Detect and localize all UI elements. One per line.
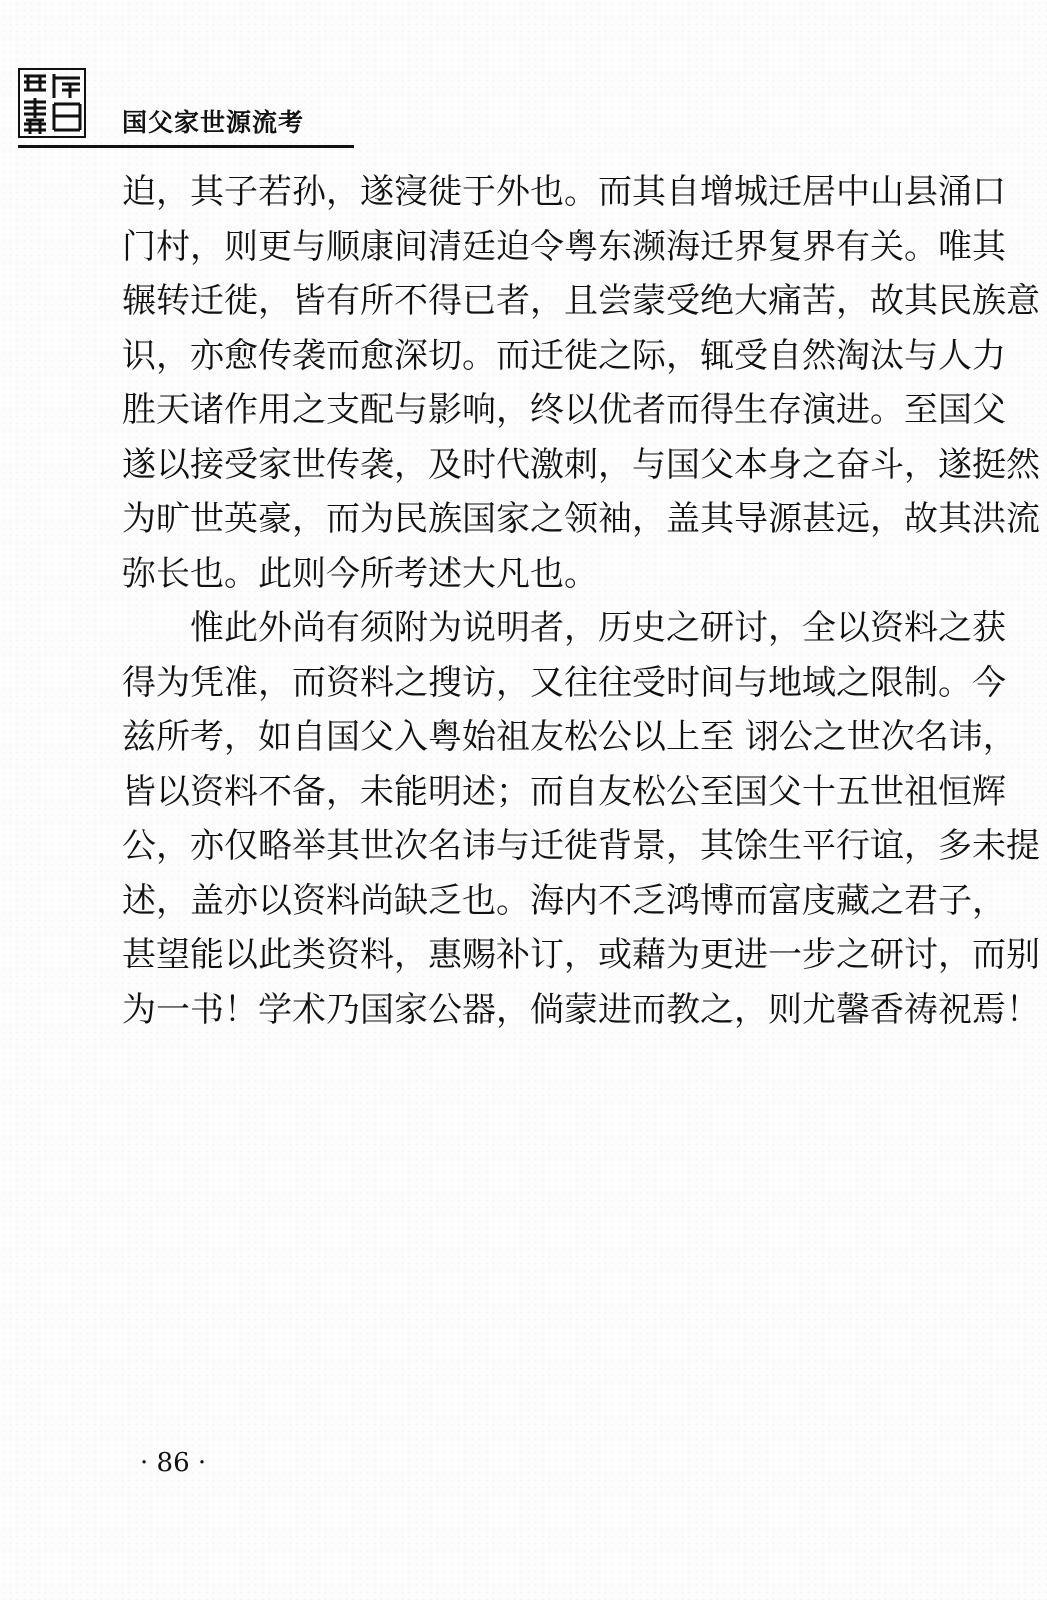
- text-line: 门村，则更与顺康间清廷迫令粤东濒海迁界复界有关。唯其: [122, 226, 1006, 267]
- page-number: · 86 ·: [140, 1448, 207, 1478]
- text-line: 辗转迁徙，皆有所不得已者，且尝蒙受绝大痛苦，故其民族意: [122, 281, 1040, 321]
- paragraph-end-line: 为一书！学术乃国家公器，倘蒙进而教之，则尤馨香祷祝焉！: [122, 989, 1040, 1030]
- text-line: 识，亦愈传袭而愈深切。而迁徙之际，辄受自然淘汰与人力: [122, 335, 1006, 376]
- publisher-seal-logo: [18, 68, 86, 138]
- text-line: 胜天诸作用之支配与影响，终以优者而得生存演进。至国父: [122, 390, 1006, 430]
- text-line: 遂以接受家世传袭，及时代激刺，与国父本身之奋斗，遂挺然: [122, 444, 1040, 485]
- text-line: 得为凭准，而资料之搜访，又往往受时间与地域之限制。今: [122, 662, 1006, 703]
- text-line: 述，盖亦以资料尚缺乏也。海内不乏鸿博而富庋藏之君子，: [122, 880, 1006, 921]
- body-text: [122, 165, 1040, 1037]
- text-line: 甚望能以此类资料，惠赐补订，或藉为更进一步之研讨，而别: [122, 935, 1040, 975]
- paragraph-start-line: 惟此外尚有须附为说明者，历史之研讨，全以资料之获: [190, 608, 1006, 648]
- paragraph-end-line: 弥长也。此则今所考述大凡也。: [122, 553, 598, 594]
- text-line: 公，亦仅略举其世次名讳与迁徙背景，其馀生平行谊，多未提: [122, 826, 1040, 866]
- text-line: 为旷世英豪，而为民族国家之领袖，盖其导源甚远，故其洪流: [122, 499, 1040, 539]
- header-rule: [18, 145, 354, 148]
- running-title: 国父家世源流考: [122, 108, 305, 137]
- text-line: 兹所考，如自国父入粤始祖友松公以上至 诩公之世次名讳，: [122, 717, 1017, 757]
- text-line: 迫，其子若孙，遂寖徙于外也。而其自增城迁居中山县涌口: [122, 172, 1006, 212]
- text-line: 皆以资料不备，未能明述；而自友松公至国父十五世祖恒辉: [122, 771, 1006, 812]
